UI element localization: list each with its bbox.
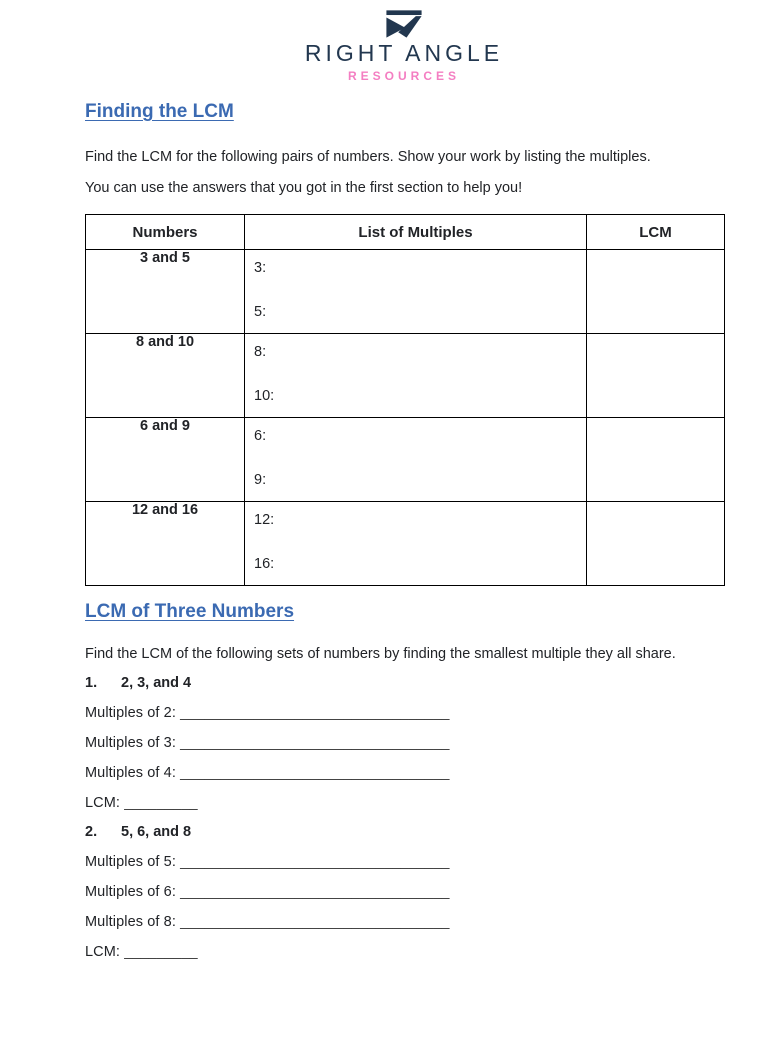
logo-title: RIGHT ANGLE [304, 40, 504, 66]
table-row [86, 250, 725, 334]
numbers-cell: 12 and 16 [86, 502, 245, 586]
fill-line-label: Multiples of 2: [85, 705, 176, 721]
problem-number: 1. [85, 675, 98, 691]
fill-line-label: LCM: [85, 795, 121, 811]
section2-heading-link[interactable]: LCM of Three Numbers [85, 601, 295, 622]
fill-line-label: Multiples of 6: [85, 884, 176, 900]
section2-intro: Find the LCM of the following sets of numbers by finding the smallest multiple they all share. [85, 646, 676, 662]
multiple-label: 10: [254, 388, 275, 404]
fill-line-label: Multiples of 3: [85, 735, 176, 751]
answer-blank: _________________________________ [180, 854, 450, 870]
answer-blank: _________ [124, 944, 198, 960]
answer-blank: _________________________________ [180, 884, 450, 900]
answer-blank: _________ [124, 795, 198, 811]
column-header-list-of-multiples: List of Multiples [245, 215, 587, 250]
fill-line-label: Multiples of 5: [85, 854, 176, 870]
fill-line-label: LCM: [85, 944, 121, 960]
answer-blank: _________________________________ [180, 765, 450, 781]
multiples-fill-line [85, 732, 723, 754]
multiples-fill-line [85, 881, 723, 903]
problem-1 [85, 672, 723, 814]
multiples-fill-line [85, 762, 723, 784]
answer-blank: _________________________________ [180, 735, 450, 751]
problem-numbers-set: 5, 6, and 8 [121, 824, 192, 840]
problem-number: 2. [85, 824, 98, 840]
multiples-cell [245, 250, 587, 334]
table-row [86, 334, 725, 418]
logo-subtitle: RESOURCES [347, 69, 460, 83]
answer-blank: _________________________________ [180, 705, 450, 721]
multiples-fill-line [85, 702, 723, 724]
lcm-table [85, 214, 725, 586]
numbers-cell: 8 and 10 [86, 334, 245, 418]
lcm-answer-cell [587, 334, 725, 418]
multiple-label: 6: [254, 428, 267, 444]
numbers-cell: 3 and 5 [86, 250, 245, 334]
fill-line-label: Multiples of 8: [85, 914, 176, 930]
problem-title [85, 821, 723, 843]
problem-numbers-set: 2, 3, and 4 [121, 675, 192, 691]
multiple-label: 9: [254, 472, 267, 488]
right-angle-logo-icon [85, 10, 723, 38]
column-header-numbers: Numbers [86, 215, 245, 250]
numbers-cell: 6 and 9 [86, 418, 245, 502]
multiple-label: 16: [254, 556, 275, 572]
lcm-fill-line [85, 941, 723, 963]
table-row [86, 418, 725, 502]
multiple-label: 3: [254, 260, 267, 276]
section1-intro-line2: You can use the answers that you got in the first section to help you! [85, 180, 523, 196]
problem-title [85, 672, 723, 694]
table-header-row [86, 215, 725, 250]
multiple-label: 8: [254, 344, 267, 360]
fill-line-label: Multiples of 4: [85, 765, 176, 781]
answer-blank: _________________________________ [180, 914, 450, 930]
multiple-label: 12: [254, 512, 275, 528]
multiple-label: 5: [254, 304, 267, 320]
multiples-fill-line [85, 911, 723, 933]
lcm-answer-cell [587, 502, 725, 586]
column-header-lcm: LCM [587, 215, 725, 250]
multiples-cell [245, 418, 587, 502]
table-row [86, 502, 725, 586]
problem-2 [85, 821, 723, 963]
multiples-cell [245, 334, 587, 418]
multiples-fill-line [85, 851, 723, 873]
lcm-fill-line [85, 792, 723, 814]
section1-heading-link[interactable]: Finding the LCM [85, 101, 234, 122]
multiples-cell [245, 502, 587, 586]
logo-header [85, 8, 723, 83]
lcm-answer-cell [587, 418, 725, 502]
lcm-answer-cell [587, 250, 725, 334]
section1-intro-line1: Find the LCM for the following pairs of numbers. Show your work by listing the multiples. [85, 149, 651, 165]
